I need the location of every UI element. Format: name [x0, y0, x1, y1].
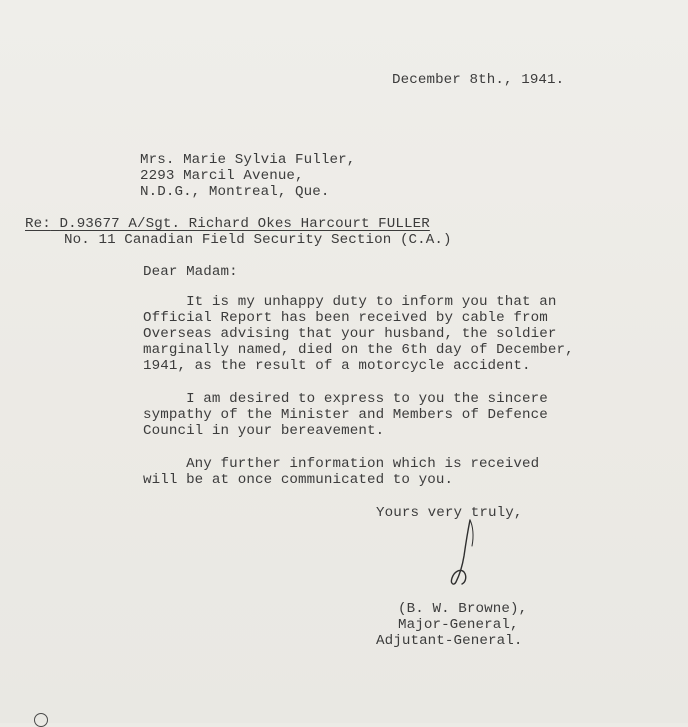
- salutation: Dear Madam:: [143, 264, 238, 280]
- letter-date: December 8th., 1941.: [392, 72, 565, 88]
- closing: Yours very truly,: [376, 505, 523, 521]
- subject-soldier: D.93677 A/Sgt. Richard Okes Harcourt FULLER: [59, 216, 430, 232]
- paragraph-3-line-2: will be at once communicated to you.: [143, 472, 454, 488]
- subject-re-label: Re:: [25, 216, 51, 232]
- paragraph-1-line-2: Official Report has been received by cable from: [143, 310, 548, 326]
- paragraph-1-line-1: It is my unhappy duty to inform you that an: [143, 294, 557, 310]
- recipient-city: N.D.G., Montreal, Que.: [140, 184, 330, 200]
- recipient-street: 2293 Marcil Avenue,: [140, 168, 304, 184]
- recipient-name: Mrs. Marie Sylvia Fuller,: [140, 152, 356, 168]
- punch-hole-mark: [34, 713, 48, 727]
- paragraph-1-line-4: marginally named, died on the 6th day of December,: [143, 342, 574, 358]
- paragraph-2-line-3: Council in your bereavement.: [143, 423, 385, 439]
- paragraph-2-line-2: sympathy of the Minister and Members of Defence: [143, 407, 548, 423]
- paragraph-2-line-1: I am desired to express to you the sincere: [143, 391, 548, 407]
- paragraph-1-line-5: 1941, as the result of a motorcycle accident.: [143, 358, 531, 374]
- signatory-rank: Major-General,: [398, 617, 519, 633]
- subject-line: [25, 216, 430, 232]
- paragraph-1-line-3: Overseas advising that your husband, the soldier: [143, 326, 557, 342]
- subject-unit: No. 11 Canadian Field Security Section (C.A.): [64, 232, 452, 248]
- signatory-name: (B. W. Browne),: [398, 601, 528, 617]
- handwritten-signature: [440, 516, 500, 588]
- signatory-title: Adjutant-General.: [376, 633, 523, 649]
- paragraph-3-line-1: Any further information which is received: [143, 456, 540, 472]
